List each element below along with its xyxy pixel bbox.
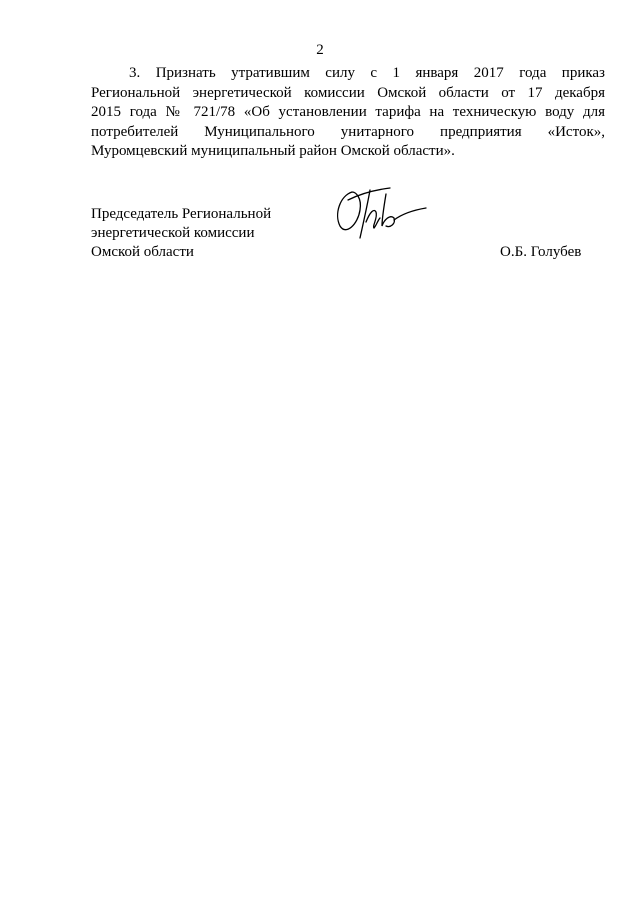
signatory-title-line: Омской области bbox=[91, 244, 194, 260]
paragraph-line: 2015 года № 721/78 «Об установлении тарифа на техническую воду для bbox=[91, 104, 605, 121]
paragraph-line: Региональной энергетической комиссии Омской области от 17 декабря bbox=[91, 84, 605, 101]
paragraph-line: 3. Признать утратившим силу с 1 января 2017 года приказ bbox=[129, 65, 605, 81]
handwritten-signature-icon bbox=[330, 180, 430, 240]
signatory-title bbox=[91, 205, 271, 262]
paragraph-3 bbox=[91, 64, 605, 162]
page-number: 2 bbox=[316, 42, 324, 58]
signatory-title-line: энергетической комиссии bbox=[91, 225, 255, 241]
paragraph-line: потребителей Муниципального унитарного предприятия «Исток», bbox=[91, 123, 605, 140]
signatory-title-line: Председатель Региональной bbox=[91, 206, 272, 222]
paragraph-line: Муромцевский муниципальный район Омской области». bbox=[91, 143, 455, 160]
signatory-name: О.Б. Голубев bbox=[500, 244, 582, 260]
